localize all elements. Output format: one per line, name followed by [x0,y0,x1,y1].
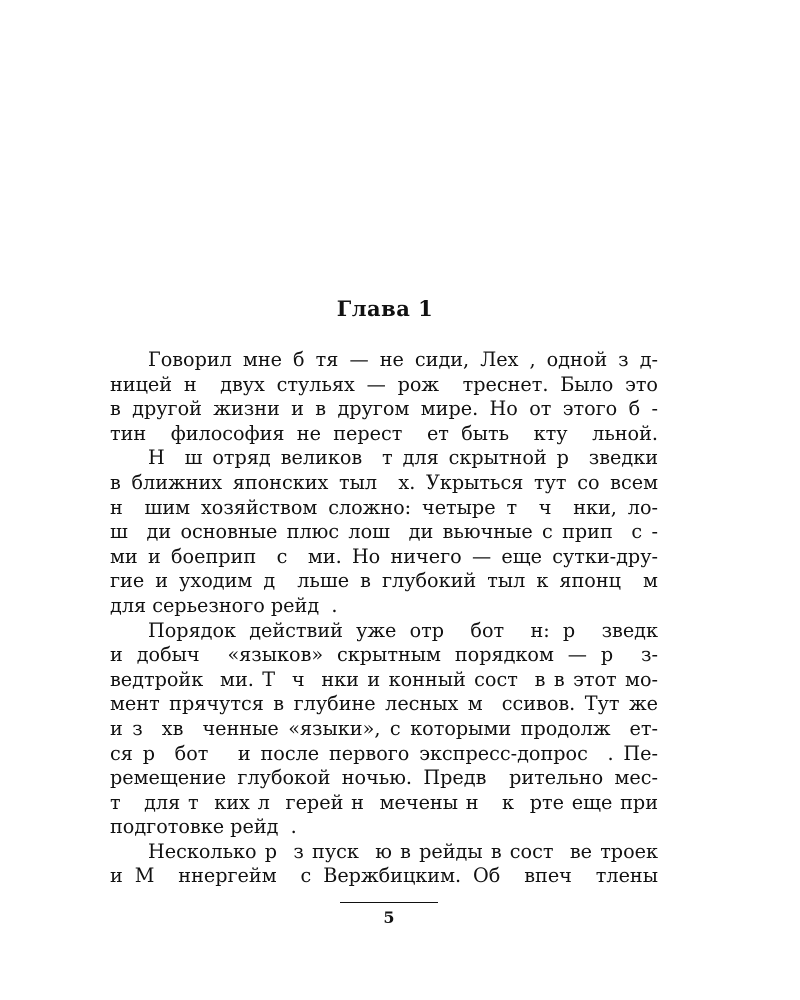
text-line: ведтройк ми. Т ч нки и конный сост в в этот мо- [110,667,658,691]
text-line: ся р бот и после первого экспресс-допрос . Пе- [110,741,658,765]
text-line: в ближних японских тыл х. Укрыться тут со всем [110,470,658,494]
text-line: в другой жизни и в другом мире. Но от этого б - [110,397,658,421]
footer-divider [340,902,438,903]
chapter-title: Глава 1 [336,296,434,321]
text-line: гие и уходим д льше в глубокий тыл к японц м [110,569,658,593]
text-line: т для т ких л герей н мечены н к рте еще при [110,790,658,814]
text-line: и з хв ченные «языки», с которыми продолж ет- [110,716,658,740]
text-line: подготовке рейд . [110,815,297,839]
text-line: ницей н двух стульях — рож треснет. Было это [110,372,658,396]
text-line: для серьезного рейд . [110,593,338,617]
page-number: 5 [383,908,395,927]
text-line: и добыч «языков» скрытным порядком — р з- [110,643,658,667]
text-line: ремещение глубокой ночью. Предв рительно мес- [110,766,658,790]
text-line: Н ш отряд великов т для скрытной р зведки [148,446,658,470]
text-line: мент прячутся в глубине лесных м ссивов. Тут же [110,692,658,716]
text-line: ш ди основные плюс лош ди вьючные с прип с - [110,520,658,544]
text-line: н шим хозяйством сложно: четыре т ч нки, ло- [110,495,658,519]
text-line: Несколько р з пуск ю в рейды в сост ве троек [148,839,658,863]
text-line: Говорил мне б тя — не сиди, Лех , одной з д- [148,348,658,371]
text-line: и М ннергейм с Вержбицким. Об впеч тлены [110,864,658,888]
text-line: Порядок действий уже отр бот н: р зведк [148,618,658,642]
text-line: ми и боеприп с ми. Но ничего — еще сутки-дру- [110,544,658,568]
body-text [110,348,658,889]
text-line: тин философия не перест ет быть кту льной. [110,421,658,445]
